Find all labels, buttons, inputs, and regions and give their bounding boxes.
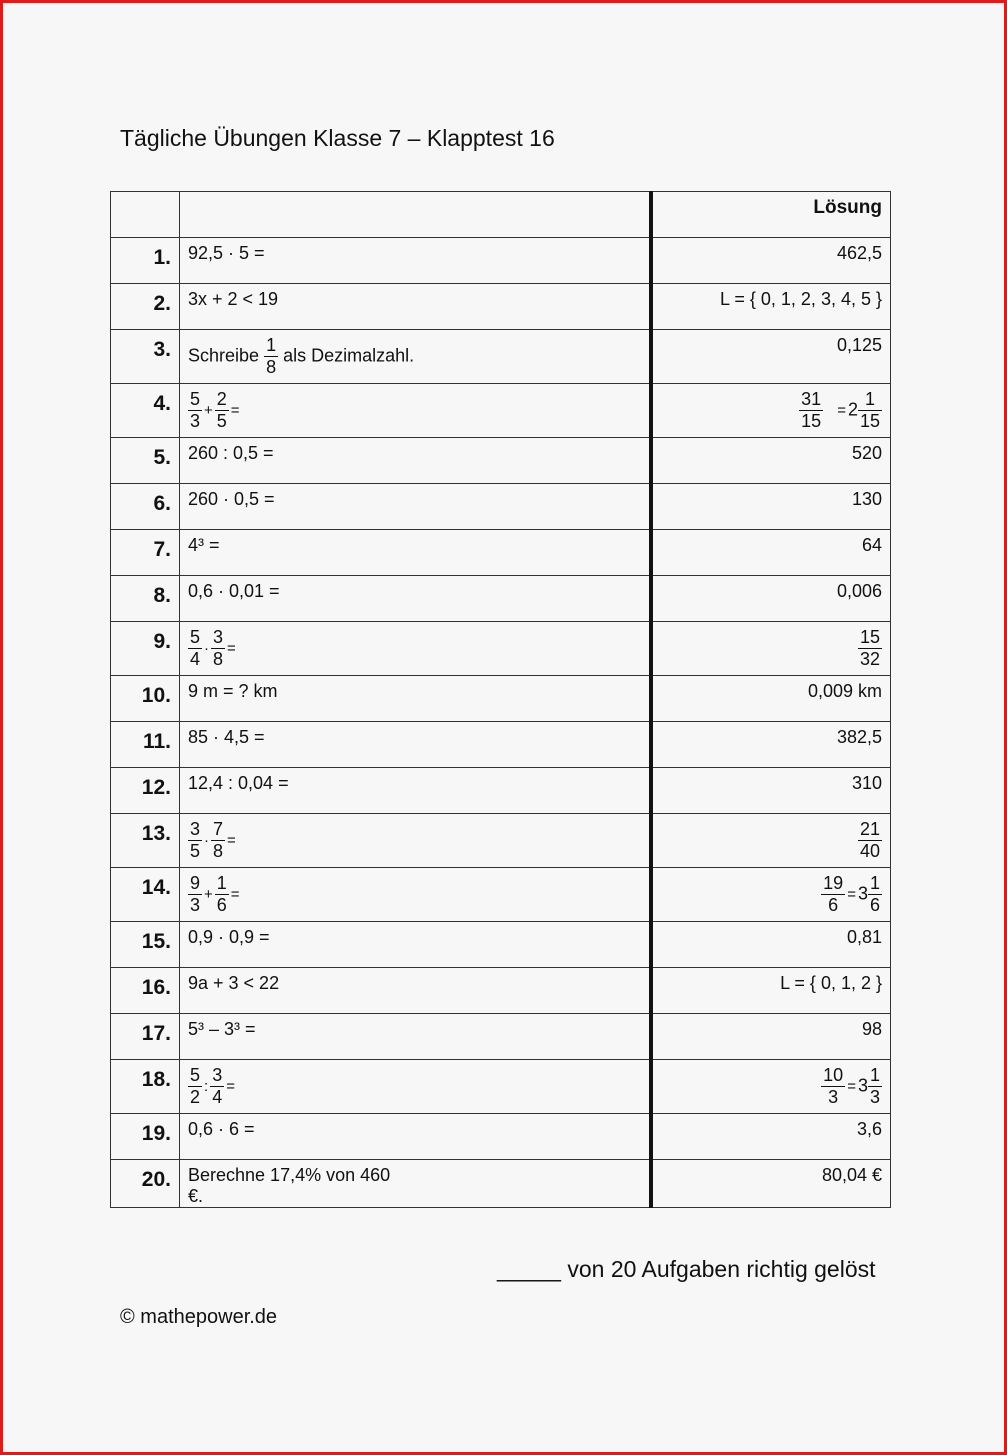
table-row — [111, 676, 891, 722]
fraction: $\frac{10}{3}$ — [823, 1065, 844, 1107]
exercise-number: 3. — [111, 330, 180, 384]
exercise-solution: 130 — [651, 484, 891, 530]
table-row — [111, 922, 891, 968]
exercise-number: 17. — [111, 1014, 180, 1060]
exercise-number: 18. — [111, 1060, 180, 1114]
table-row — [111, 1160, 891, 1208]
exercise-number: 12. — [111, 768, 180, 814]
copyright-notice: © mathepower.de — [120, 1306, 278, 1328]
exercise-task: Berechne 17,4% von 460 €. — [180, 1160, 651, 1208]
fraction: $\frac{3}{8}$ — [213, 627, 224, 669]
fraction: $\frac{9}{3}$ — [190, 873, 201, 915]
exercise-solution — [651, 814, 891, 868]
table-row — [111, 768, 891, 814]
exercise-task: 12,4 : 0,04 = — [180, 768, 651, 814]
fraction: $\frac{1}{15}$ — [859, 389, 880, 431]
exercise-number: 4. — [111, 384, 180, 438]
table-row — [111, 238, 891, 284]
table-row — [111, 868, 891, 922]
exercise-number: 5. — [111, 438, 180, 484]
exercise-solution: 0,006 — [651, 576, 891, 622]
exercise-solution: L = { 0, 1, 2 } — [651, 968, 891, 1014]
exercise-number: 19. — [111, 1114, 180, 1160]
exercise-task: 0,9 · 0,9 = — [180, 922, 651, 968]
fraction: $\frac{21}{40}$ — [859, 819, 880, 861]
exercise-number: 15. — [111, 922, 180, 968]
score-line: _____ von 20 Aufgaben richtig gelöst — [497, 1256, 876, 1282]
exercise-task: 9 m = ? km — [180, 676, 651, 722]
table-row — [111, 330, 891, 384]
exercise-number: 10. — [111, 676, 180, 722]
fraction: $\frac{1}{8}$ — [266, 335, 277, 377]
exercise-task: 3x + 2 < 19 — [180, 284, 651, 330]
exercise-task: $\frac{5}{2}$ : $\frac{3}{4}$ = — [180, 1060, 651, 1114]
fraction: $\frac{1}{6}$ — [869, 873, 880, 915]
exercise-table — [110, 191, 891, 1208]
exercise-task: $\frac{9}{3}$ + $\frac{1}{6}$ = — [180, 868, 651, 922]
exercise-solution: 0,125 — [651, 330, 891, 384]
exercise-task: $\frac{5}{3}$ + $\frac{2}{5}$ = — [180, 384, 651, 438]
exercise-task: 0,6 · 0,01 = — [180, 576, 651, 622]
table-row — [111, 1014, 891, 1060]
exercise-task: $\frac{5}{4}$ · $\frac{3}{8}$ = — [180, 622, 651, 676]
exercise-solution: 98 — [651, 1014, 891, 1060]
fraction: $\frac{5}{3}$ — [190, 389, 201, 431]
table-row — [111, 1114, 891, 1160]
fraction: $\frac{1}{6}$ — [216, 873, 227, 915]
table-row — [111, 968, 891, 1014]
exercise-solution: 80,04 € — [651, 1160, 891, 1208]
table-row — [111, 576, 891, 622]
exercise-task: $\frac{3}{5}$ · $\frac{7}{8}$ = — [180, 814, 651, 868]
exercise-number: 7. — [111, 530, 180, 576]
exercise-task: 92,5 · 5 = — [180, 238, 651, 284]
exercise-number: 14. — [111, 868, 180, 922]
exercise-number: 16. — [111, 968, 180, 1014]
worksheet-title: Tägliche Übungen Klasse 7 – Klapptest 16 — [120, 125, 555, 151]
fraction: $\frac{31}{15}$ — [801, 389, 822, 431]
exercise-solution — [651, 622, 891, 676]
fraction: $\frac{3}{5}$ — [190, 819, 201, 861]
exercise-task: 260 : 0,5 = — [180, 438, 651, 484]
table-row — [111, 1060, 891, 1114]
exercise-task: 260 · 0,5 = — [180, 484, 651, 530]
exercise-task: 5³ – 3³ = — [180, 1014, 651, 1060]
exercise-solution: 462,5 — [651, 238, 891, 284]
fraction: $\frac{1}{3}$ — [869, 1065, 880, 1107]
exercise-solution: 0,81 — [651, 922, 891, 968]
table-row — [111, 438, 891, 484]
fraction: $\frac{5}{2}$ — [190, 1065, 201, 1107]
table-row — [111, 384, 891, 438]
exercise-solution: 310 — [651, 768, 891, 814]
exercise-solution: 64 — [651, 530, 891, 576]
table-row — [111, 530, 891, 576]
exercise-number: 9. — [111, 622, 180, 676]
fraction: $\frac{19}{6}$ — [823, 873, 844, 915]
exercise-solution: $\frac{19}{6}$ = 3 $\frac{1}{6}$ — [651, 868, 891, 922]
fraction: $\frac{5}{4}$ — [190, 627, 201, 669]
table-row — [111, 484, 891, 530]
exercise-solution: 0,009 km — [651, 676, 891, 722]
exercise-solution: L = { 0, 1, 2, 3, 4, 5 } — [651, 284, 891, 330]
table-row — [111, 722, 891, 768]
exercise-number: 1. — [111, 238, 180, 284]
exercise-task: Schreibe $\frac{1}{8}$ als Dezimalzahl. — [180, 330, 651, 384]
exercise-task: 4³ = — [180, 530, 651, 576]
exercise-task: 0,6 · 6 = — [180, 1114, 651, 1160]
exercise-solution: 520 — [651, 438, 891, 484]
table-row — [111, 622, 891, 676]
exercise-number: 2. — [111, 284, 180, 330]
exercise-number: 20. — [111, 1160, 180, 1208]
solution-column-header: Lösung — [651, 192, 891, 238]
exercise-task: 85 · 4,5 = — [180, 722, 651, 768]
fraction: $\frac{7}{8}$ — [213, 819, 224, 861]
exercise-number: 8. — [111, 576, 180, 622]
fraction: $\frac{2}{5}$ — [216, 389, 227, 431]
exercise-solution: $\frac{10}{3}$ = 3 $\frac{1}{3}$ — [651, 1060, 891, 1114]
exercise-number: 6. — [111, 484, 180, 530]
fraction: $\frac{3}{4}$ — [212, 1065, 223, 1107]
exercise-number: 11. — [111, 722, 180, 768]
exercise-solution: $\frac{31}{15}$ = 2 $\frac{1}{15}$ — [651, 384, 891, 438]
table-header-row — [111, 192, 891, 238]
table-row — [111, 284, 891, 330]
table-row — [111, 814, 891, 868]
exercise-solution: 3,6 — [651, 1114, 891, 1160]
fraction: $\frac{15}{32}$ — [859, 627, 880, 669]
exercise-solution: 382,5 — [651, 722, 891, 768]
exercise-task: 9a + 3 < 22 — [180, 968, 651, 1014]
exercise-number: 13. — [111, 814, 180, 868]
